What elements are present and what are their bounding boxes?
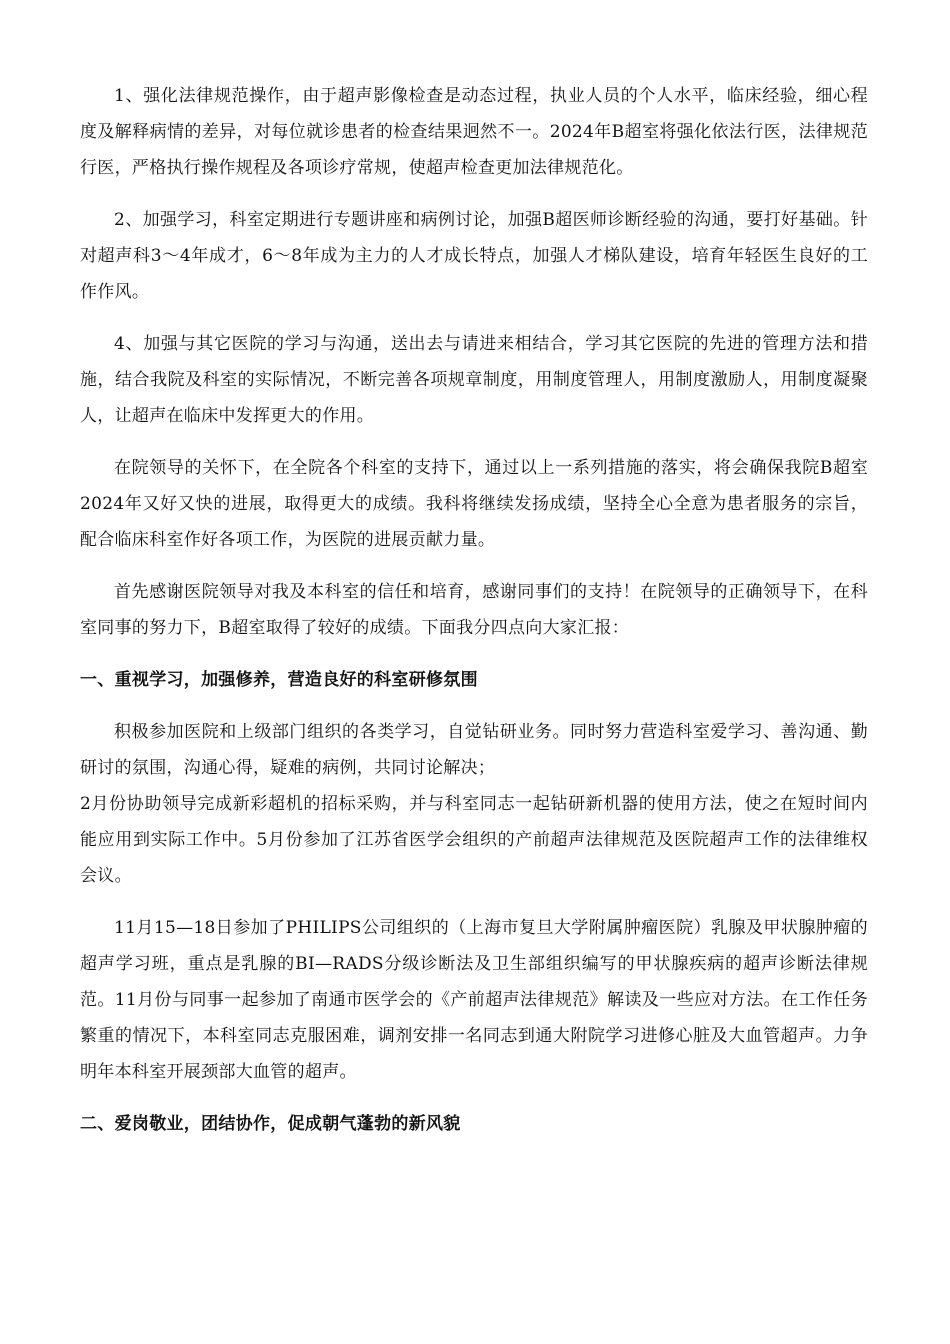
paragraph-active-learning: 积极参加医院和上级部门组织的各类学习，自觉钻研业务。同时努力营造科室爱学习、善沟通、勤研讨的氛围，沟通心得，疑难的病例，共同讨论解决；: [80, 722, 868, 778]
paragraph-thanks-intro: 首先感谢医院领导对我及本科室的信任和培育，感谢同事们的支持！在院领导的正确领导下，在科室同事的努力下，B超室取得了较好的成绩。下面我分四点向大家汇报：: [80, 582, 868, 638]
section-heading-2: 二、爱岗敬业，团结协作，促成朝气蓬勃的新风貌: [80, 1114, 461, 1134]
paragraph-leadership-support: 在院领导的关怀下，在全院各个科室的支持下，通过以上一系列措施的落实，将会确保我院B超室2024年又好又快的进展，取得更大的成绩。我科将继续发扬成绩，坚持全心全意为患者服务的宗旨，配合临床科室作好各项工作，为医院的进展贡献力量。: [80, 458, 868, 550]
paragraph-training-course: 11月15—18日参加了PHILIPS公司组织的（上海市复旦大学附属肿瘤医院）乳腺及甲状腺肿瘤的超声学习班，重点是乳腺的BI—RADS分级诊断法及卫生部组织编写的甲状腺疾病的超声诊断法律规范。11月份与同事一起参加了南通市医学会的《产前超声法律规范》解读及一些应对方法。在工作任务繁重的情况下，本科室同志克服困难，调剂安排一名同志到通大附院学习进修心脏及大血管超声。力争明年本科室开展颈部大血管的超声。: [80, 918, 868, 1082]
paragraph-strengthen-learning: 2、加强学习，科室定期进行专题讲座和病例讨论，加强B超医师诊断经验的沟通，要打好基础。针对超声科3～4年成才，6～8年成为主力的人才成长特点，加强人才梯队建设，培育年轻医生良好的工作作风。: [80, 210, 868, 302]
paragraph-law-standard-operation: 1、强化法律规范操作，由于超声影像检查是动态过程，执业人员的个人水平，临床经验，细心程度及解释病情的差异，对每位就诊患者的检查结果迥然不一。2024年B超室将强化依法行医，法律规范行医，严格执行操作规程及各项诊疗常规，使超声检查更加法律规范化。: [80, 86, 868, 178]
section-heading-1: 一、重视学习，加强修养，营造良好的科室研修氛围: [80, 670, 478, 690]
paragraph-hospital-exchange: 4、加强与其它医院的学习与沟通，送出去与请进来相结合，学习其它医院的先进的管理方法和措施，结合我院及科室的实际情况，不断完善各项规章制度，用制度管理人，用制度激励人，用制度凝聚人，让超声在临床中发挥更大的作用。: [80, 334, 868, 426]
paragraph-procurement-conference: 2月份协助领导完成新彩超机的招标采购，并与科室同志一起钻研新机器的使用方法，使之在短时间内能应用到实际工作中。5月份参加了江苏省医学会组织的产前超声法律规范及医院超声工作的法律维权会议。: [80, 794, 868, 886]
